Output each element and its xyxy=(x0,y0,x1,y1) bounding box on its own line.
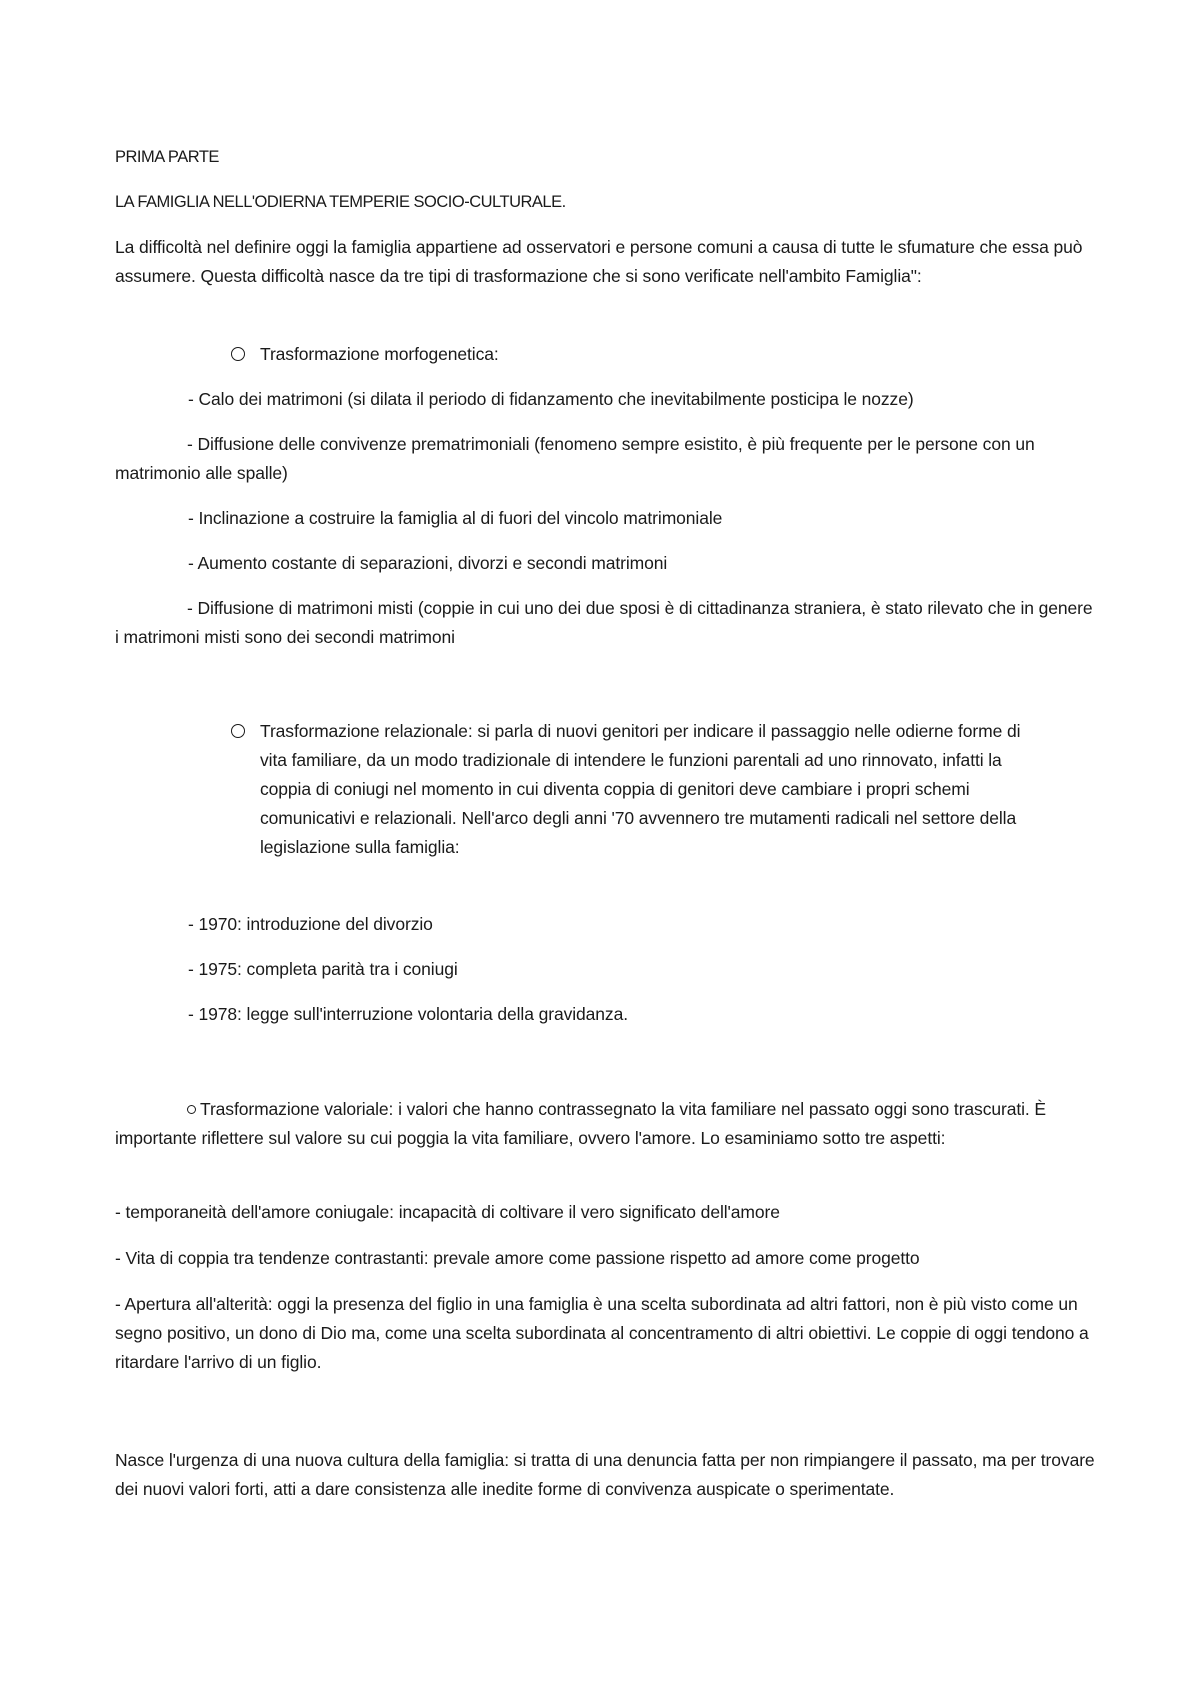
morfo-item-4: - Aumento costante di separazioni, divorzi e secondi matrimoni xyxy=(188,553,668,573)
valor-title: Trasformazione valoriale: i valori che hanno contrassegnato la vita familiare nel passato oggi sono trascurati. È importante riflettere sul valore su cui poggia la vita familiare, ovvero l'amore. Lo esaminiamo sotto tre aspetti: xyxy=(115,1099,1046,1148)
section-title: LA FAMIGLIA NELL'ODIERNA TEMPERIE SOCIO-CULTURALE. xyxy=(115,193,566,211)
relaz-heading xyxy=(260,717,1040,862)
morfo-item-2: - Diffusione delle convivenze prematrimoniali (fenomeno sempre esistito, è più frequente per le persone con un matrimonio alle spalle) xyxy=(115,434,1035,483)
morfo-item-5: - Diffusione di matrimoni misti (coppie in cui uno dei due sposi è di cittadinanza straniera, è stato rilevato che in genere i matrimoni misti sono dei secondi matrimoni xyxy=(115,598,1093,647)
relaz-item-2: - 1975: completa parità tra i coniugi xyxy=(188,959,458,979)
valor-item-1: - temporaneità dell'amore coniugale: incapacità di coltivare il vero significato dell'amore xyxy=(115,1202,780,1222)
valor-heading xyxy=(115,1095,1100,1153)
morfo-heading xyxy=(260,340,1060,369)
hollow-bullet-icon xyxy=(187,1105,196,1114)
valor-item-3: - Apertura all'alterità: oggi la presenza del figlio in una famiglia è una scelta subordinata ad altri fattori, non è più visto come un segno positivo, un dono di Dio ma, come una scelta subordinata al concentramento di altri obiettivi. Le coppie di oggi tendono a ritardare l'arrivo di un figlio. xyxy=(115,1294,1089,1372)
relaz-item-1: - 1970: introduzione del divorzio xyxy=(188,914,433,934)
part-title: PRIMA PARTE xyxy=(115,148,219,166)
hollow-bullet-icon xyxy=(231,724,245,738)
intro-paragraph: La difficoltà nel definire oggi la famiglia appartiene ad osservatori e persone comuni a causa di tutte le sfumature che essa può assumere. Questa difficoltà nasce da tre tipi di trasformazione che si sono verificate nell'ambito Famiglia": xyxy=(115,237,1083,286)
valor-item-2: - Vita di coppia tra tendenze contrastanti: prevale amore come passione rispetto ad amore come progetto xyxy=(115,1248,920,1268)
hollow-bullet-icon xyxy=(231,347,245,361)
morfo-title: Trasformazione morfogenetica: xyxy=(260,344,499,364)
relaz-title: Trasformazione relazionale: si parla di nuovi genitori per indicare il passaggio nelle odierne forme di vita familiare, da un modo tradizionale di intendere le funzioni parentali ad uno rinnovato, infatti la coppia di coniugi nel momento in cui diventa coppia di genitori deve cambiare i propri schemi comunicativi e relazionali. Nell'arco degli anni '70 avvennero tre mutamenti radicali nel settore della legislazione sulla famiglia: xyxy=(260,721,1021,857)
morfo-item-1: - Calo dei matrimoni (si dilata il periodo di fidanzamento che inevitabilmente posticipa le nozze) xyxy=(188,389,914,409)
relaz-item-3: - 1978: legge sull'interruzione volontaria della gravidanza. xyxy=(188,1004,628,1024)
morfo-item-3: - Inclinazione a costruire la famiglia al di fuori del vincolo matrimoniale xyxy=(188,508,723,528)
conclusion-paragraph: Nasce l'urgenza di una nuova cultura della famiglia: si tratta di una denuncia fatta per non rimpiangere il passato, ma per trovare dei nuovi valori forti, atti a dare consistenza alle inedite forme di convivenza auspicate o sperimentate. xyxy=(115,1450,1095,1499)
